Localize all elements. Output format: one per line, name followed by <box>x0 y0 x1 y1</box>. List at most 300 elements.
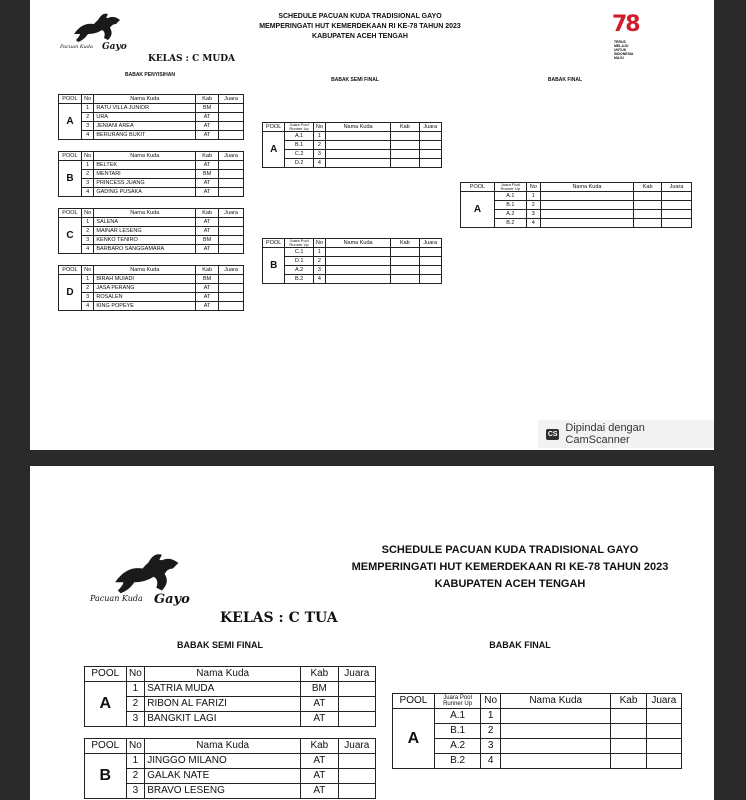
col-juara: Juara <box>219 209 244 218</box>
kab <box>391 132 419 141</box>
hut-ri-78-logo <box>612 12 646 64</box>
row-no: 1 <box>81 275 94 284</box>
row-no: 3 <box>81 122 94 131</box>
juara-cell <box>419 141 441 150</box>
juara-cell <box>646 724 681 739</box>
final-pool-a-table <box>460 182 692 228</box>
table-header-row <box>59 95 244 104</box>
juara-cell <box>219 104 244 113</box>
row-no: 1 <box>81 161 94 170</box>
section-babak-semi-final: BABAK SEMI FINAL <box>177 640 263 650</box>
juara-cell <box>219 218 244 227</box>
kab: AT <box>196 188 219 197</box>
seed-code: B.2 <box>434 754 480 769</box>
kab <box>634 201 662 210</box>
row-no: 3 <box>81 236 94 245</box>
hut-tagline-3: UNTUK <box>614 48 627 52</box>
col-nama-kuda: Nama Kuda <box>94 152 196 161</box>
penyisihan-pool-b-table <box>58 151 244 197</box>
table-row <box>59 236 244 245</box>
row-no: 2 <box>81 284 94 293</box>
table-row <box>461 210 692 219</box>
table-row <box>59 113 244 122</box>
kelas-title: KELAS : C TUA <box>220 610 338 626</box>
col-nama-kuda: Nama Kuda <box>540 183 633 192</box>
table-row <box>85 712 376 727</box>
schedule-sheet-c-muda <box>30 0 714 450</box>
table-row <box>59 131 244 140</box>
row-no: 1 <box>313 132 325 141</box>
horse-name <box>326 275 391 284</box>
row-no: 2 <box>81 227 94 236</box>
juara-cell <box>338 754 375 769</box>
col-pool: POOL <box>59 152 82 161</box>
pool-letter: A <box>393 709 435 769</box>
juara-cell <box>419 150 441 159</box>
kab: AT <box>196 161 219 170</box>
table-row <box>263 150 442 159</box>
racing-horse-icon <box>100 552 210 596</box>
row-no: 1 <box>126 754 145 769</box>
hut-tagline-5: MAJU <box>614 56 624 60</box>
table-row <box>461 192 692 201</box>
col-nama-kuda: Nama Kuda <box>326 123 391 132</box>
row-no: 3 <box>81 179 94 188</box>
col-juara: Juara <box>338 739 375 754</box>
horse-name: JENIANI AREA <box>94 122 196 131</box>
col-no: No <box>81 95 94 104</box>
kab: AT <box>301 769 338 784</box>
col-juara-pool-runner-up <box>285 123 313 132</box>
section-babak-final: BABAK FINAL <box>489 640 551 650</box>
pool-letter: A <box>59 104 82 140</box>
col-runner-up: Runner Up <box>500 186 520 191</box>
col-kab: Kab <box>196 95 219 104</box>
section-babak-final: BABAK FINAL <box>547 77 583 83</box>
horse-name: ROSALEN <box>94 293 196 302</box>
juara-cell <box>219 179 244 188</box>
juara-cell <box>662 201 692 210</box>
row-no: 3 <box>126 784 145 799</box>
kab <box>391 159 419 168</box>
kab: BM <box>196 104 219 113</box>
table-row <box>263 275 442 284</box>
col-kab: Kab <box>196 152 219 161</box>
col-juara: Juara <box>662 183 692 192</box>
juara-cell <box>219 293 244 302</box>
table-row <box>85 682 376 697</box>
horse-name: RATU VILLA JUNIOR <box>94 104 196 113</box>
row-no: 2 <box>481 724 501 739</box>
row-no: 3 <box>481 739 501 754</box>
table-row <box>59 170 244 179</box>
row-no: 4 <box>481 754 501 769</box>
row-no: 3 <box>526 210 540 219</box>
pool-letter: C <box>59 218 82 254</box>
col-runner-up: Runner Up <box>289 126 309 131</box>
logo-text-pacuan-kuda: Pacuan Kuda <box>90 594 143 603</box>
table-row <box>393 739 682 754</box>
kab: AT <box>196 302 219 311</box>
row-no: 4 <box>313 159 325 168</box>
row-no: 3 <box>313 150 325 159</box>
kab <box>391 150 419 159</box>
row-no: 1 <box>481 709 501 724</box>
seed-code: D.2 <box>285 159 313 168</box>
horse-name: BERURANG BUKIT <box>94 131 196 140</box>
col-pool: POOL <box>263 239 285 248</box>
seed-code: D.1 <box>285 257 313 266</box>
horse-name: BARBARO SANGGAMARA <box>94 245 196 254</box>
row-no: 1 <box>313 248 325 257</box>
pool-letter: B <box>263 248 285 284</box>
col-no: No <box>313 123 325 132</box>
horse-name: RIBON AL FARIZI <box>145 697 301 712</box>
kab: AT <box>301 784 338 799</box>
seed-code: B.1 <box>434 724 480 739</box>
semi-final-pool-a-table <box>84 666 376 727</box>
juara-cell <box>219 275 244 284</box>
col-pool: POOL <box>59 95 82 104</box>
kab: AT <box>196 218 219 227</box>
table-row <box>59 227 244 236</box>
juara-cell <box>219 170 244 179</box>
camscanner-watermark <box>538 420 714 448</box>
kab <box>391 141 419 150</box>
col-nama-kuda: Nama Kuda <box>326 239 391 248</box>
kab <box>611 754 646 769</box>
hut-tagline-4: INDONESIA <box>614 52 634 56</box>
seed-code: A.2 <box>494 210 526 219</box>
juara-cell <box>338 712 375 727</box>
table-header-row <box>461 183 692 192</box>
table-row <box>59 104 244 113</box>
seed-code: A.2 <box>285 266 313 275</box>
kab <box>611 709 646 724</box>
logo-text-pacuan-kuda: Pacuan Kuda <box>60 44 93 50</box>
col-kab: Kab <box>391 123 419 132</box>
semi-final-pool-a-table <box>262 122 442 168</box>
row-no: 4 <box>81 302 94 311</box>
pool-letter: A <box>263 132 285 168</box>
col-juara-pool-runner-up <box>285 239 313 248</box>
horse-name: JINGGO MILANO <box>145 754 301 769</box>
col-juara: Juara <box>219 95 244 104</box>
horse-name <box>326 159 391 168</box>
col-pool: POOL <box>263 123 285 132</box>
col-juara-pool: Juara Pool <box>500 182 520 187</box>
kab: AT <box>196 227 219 236</box>
table-row <box>263 257 442 266</box>
kab <box>391 248 419 257</box>
horse-name: KING POPEYE <box>94 302 196 311</box>
juara-cell <box>646 739 681 754</box>
table-row <box>263 248 442 257</box>
kab <box>634 210 662 219</box>
pacuan-kuda-logo <box>60 12 140 56</box>
horse-name <box>326 150 391 159</box>
horse-name: URA <box>94 113 196 122</box>
col-kab: Kab <box>634 183 662 192</box>
kab <box>391 257 419 266</box>
final-pool-a-table <box>392 693 682 769</box>
seed-code: A.2 <box>434 739 480 754</box>
horse-name <box>540 210 633 219</box>
juara-cell <box>219 227 244 236</box>
kab <box>391 266 419 275</box>
kab: AT <box>196 245 219 254</box>
kab <box>611 739 646 754</box>
juara-cell <box>219 161 244 170</box>
horse-name: SATRIA MUDA <box>145 682 301 697</box>
seed-code: B.2 <box>285 275 313 284</box>
table-header-row <box>59 266 244 275</box>
camscanner-text: Dipindai dengan CamScanner <box>565 422 645 446</box>
row-no: 4 <box>313 275 325 284</box>
table-row <box>263 266 442 275</box>
seed-code: B.1 <box>285 141 313 150</box>
col-pool: POOL <box>85 667 127 682</box>
col-nama-kuda: Nama Kuda <box>94 209 196 218</box>
col-juara: Juara <box>646 694 681 709</box>
table-header-row <box>85 739 376 754</box>
kab: AT <box>196 284 219 293</box>
juara-cell <box>338 784 375 799</box>
row-no: 4 <box>526 219 540 228</box>
table-row <box>393 709 682 724</box>
col-kab: Kab <box>196 209 219 218</box>
table-header-row <box>59 152 244 161</box>
row-no: 2 <box>313 257 325 266</box>
pacuan-kuda-logo <box>90 552 220 612</box>
kab: AT <box>196 179 219 188</box>
table-row <box>59 188 244 197</box>
col-juara-pool: Juara Pool <box>289 238 309 243</box>
table-row <box>85 697 376 712</box>
hut-tagline-1: TERUS <box>614 40 626 44</box>
table-row <box>461 219 692 228</box>
col-juara: Juara <box>338 667 375 682</box>
row-no: 3 <box>81 293 94 302</box>
col-pool: POOL <box>59 266 82 275</box>
juara-cell <box>419 132 441 141</box>
col-juara: Juara <box>219 152 244 161</box>
table-row <box>59 302 244 311</box>
col-juara-pool-runner-up <box>494 183 526 192</box>
horse-name: SALENA <box>94 218 196 227</box>
horse-name <box>501 754 611 769</box>
row-no: 1 <box>126 682 145 697</box>
col-nama-kuda: Nama Kuda <box>94 95 196 104</box>
col-nama-kuda: Nama Kuda <box>145 667 301 682</box>
seed-code: C.1 <box>285 248 313 257</box>
camscanner-icon: CS <box>547 430 558 438</box>
col-no: No <box>126 667 145 682</box>
col-juara-pool: Juara Pool <box>443 695 472 701</box>
juara-cell <box>338 682 375 697</box>
col-kab: Kab <box>611 694 646 709</box>
hut-tagline-2: MELAJU <box>614 44 629 48</box>
juara-cell <box>219 131 244 140</box>
row-no: 1 <box>526 192 540 201</box>
row-no: 1 <box>81 218 94 227</box>
horse-name: BIRAH MUIADI <box>94 275 196 284</box>
seed-code: A.1 <box>494 192 526 201</box>
kab: BM <box>301 682 338 697</box>
table-row <box>263 141 442 150</box>
horse-name <box>540 201 633 210</box>
row-no: 2 <box>126 769 145 784</box>
juara-cell <box>419 275 441 284</box>
juara-cell <box>219 245 244 254</box>
pool-letter: A <box>461 192 495 228</box>
juara-cell <box>419 257 441 266</box>
table-row <box>461 201 692 210</box>
header-line-3: KABUPATEN ACEH TENGAH <box>312 33 408 41</box>
horse-name <box>326 257 391 266</box>
table-row <box>59 284 244 293</box>
seed-code: C.2 <box>285 150 313 159</box>
col-pool: POOL <box>393 694 435 709</box>
table-row <box>59 179 244 188</box>
col-juara-pool-runner-up <box>434 694 480 709</box>
col-kab: Kab <box>196 266 219 275</box>
juara-cell <box>219 113 244 122</box>
row-no: 2 <box>526 201 540 210</box>
horse-name <box>501 724 611 739</box>
col-no: No <box>313 239 325 248</box>
juara-cell <box>219 284 244 293</box>
row-no: 2 <box>126 697 145 712</box>
col-nama-kuda: Nama Kuda <box>501 694 611 709</box>
col-juara: Juara <box>419 239 441 248</box>
row-no: 4 <box>81 131 94 140</box>
col-pool: POOL <box>59 209 82 218</box>
horse-name: GADING PUSAKA <box>94 188 196 197</box>
col-no: No <box>81 152 94 161</box>
juara-cell <box>338 697 375 712</box>
row-no: 4 <box>81 245 94 254</box>
table-row <box>85 754 376 769</box>
table-row <box>263 132 442 141</box>
juara-cell <box>662 210 692 219</box>
col-no: No <box>81 209 94 218</box>
pool-letter: B <box>59 161 82 197</box>
semi-final-pool-b-table <box>84 738 376 799</box>
juara-cell <box>419 159 441 168</box>
pool-letter: B <box>85 754 127 799</box>
horse-name <box>501 739 611 754</box>
seed-code: B.2 <box>494 219 526 228</box>
col-pool: POOL <box>461 183 495 192</box>
table-row <box>59 161 244 170</box>
juara-cell <box>646 709 681 724</box>
row-no: 1 <box>81 104 94 113</box>
horse-name: BANGKIT LAGI <box>145 712 301 727</box>
kab <box>391 275 419 284</box>
col-kab: Kab <box>301 667 338 682</box>
horse-name: BELTEK <box>94 161 196 170</box>
col-runner-up: Runner Up <box>289 242 309 247</box>
seed-code: B.1 <box>494 201 526 210</box>
table-row <box>59 275 244 284</box>
table-header-row <box>263 239 442 248</box>
row-no: 2 <box>81 170 94 179</box>
col-runner-up: Runner Up <box>443 701 473 707</box>
seed-code: A.1 <box>285 132 313 141</box>
juara-cell <box>662 192 692 201</box>
header-line-2: MEMPERINGATI HUT KEMERDEKAAN RI KE-78 TAHUN 2023 <box>351 561 669 574</box>
col-juara-pool: Juara Pool <box>289 122 309 127</box>
kab <box>634 219 662 228</box>
col-juara: Juara <box>419 123 441 132</box>
document-header <box>320 542 700 593</box>
row-no: 2 <box>313 141 325 150</box>
header-line-1: SCHEDULE PACUAN KUDA TRADISIONAL GAYO <box>381 544 639 556</box>
logo-text-gayo: Gayo <box>102 42 127 52</box>
header-line-1: SCHEDULE PACUAN KUDA TRADISIONAL GAYO <box>278 13 442 20</box>
horse-name: BRAVO LESENG <box>145 784 301 799</box>
horse-name: MAINAR LESENG <box>94 227 196 236</box>
col-nama-kuda: Nama Kuda <box>145 739 301 754</box>
table-row <box>59 218 244 227</box>
schedule-sheet-c-tua <box>30 466 714 800</box>
juara-cell <box>338 769 375 784</box>
section-babak-semi-final: BABAK SEMI FINAL <box>331 77 379 83</box>
horse-name: MENTARI <box>94 170 196 179</box>
hut-logo-number: 78 <box>612 12 639 37</box>
horse-name <box>326 132 391 141</box>
juara-cell <box>646 754 681 769</box>
document-header <box>220 12 500 42</box>
row-no: 2 <box>81 113 94 122</box>
kab: AT <box>196 131 219 140</box>
table-row <box>59 293 244 302</box>
table-row <box>393 724 682 739</box>
table-header-row <box>393 694 682 709</box>
penyisihan-pool-c-table <box>58 208 244 254</box>
kab: AT <box>301 712 338 727</box>
juara-cell <box>419 266 441 275</box>
horse-name <box>326 141 391 150</box>
juara-cell <box>219 302 244 311</box>
table-row <box>85 769 376 784</box>
row-no: 3 <box>126 712 145 727</box>
col-no: No <box>526 183 540 192</box>
col-kab: Kab <box>391 239 419 248</box>
pool-letter: D <box>59 275 82 311</box>
penyisihan-pool-a-table <box>58 94 244 140</box>
col-pool: POOL <box>85 739 127 754</box>
kab: AT <box>196 293 219 302</box>
penyisihan-pool-d-table <box>58 265 244 311</box>
kelas-title: KELAS : C MUDA <box>148 54 235 64</box>
table-row <box>263 159 442 168</box>
kab: BM <box>196 170 219 179</box>
horse-name <box>326 266 391 275</box>
juara-cell <box>662 219 692 228</box>
table-header-row <box>85 667 376 682</box>
table-row <box>59 122 244 131</box>
header-line-3: KABUPATEN ACEH TENGAH <box>434 578 586 591</box>
col-nama-kuda: Nama Kuda <box>94 266 196 275</box>
kab: BM <box>196 236 219 245</box>
header-line-2: MEMPERINGATI HUT KEMERDEKAAN RI KE-78 TAHUN 2023 <box>259 23 461 31</box>
horse-name <box>501 709 611 724</box>
juara-cell <box>219 122 244 131</box>
table-header-row <box>263 123 442 132</box>
row-no: 3 <box>313 266 325 275</box>
